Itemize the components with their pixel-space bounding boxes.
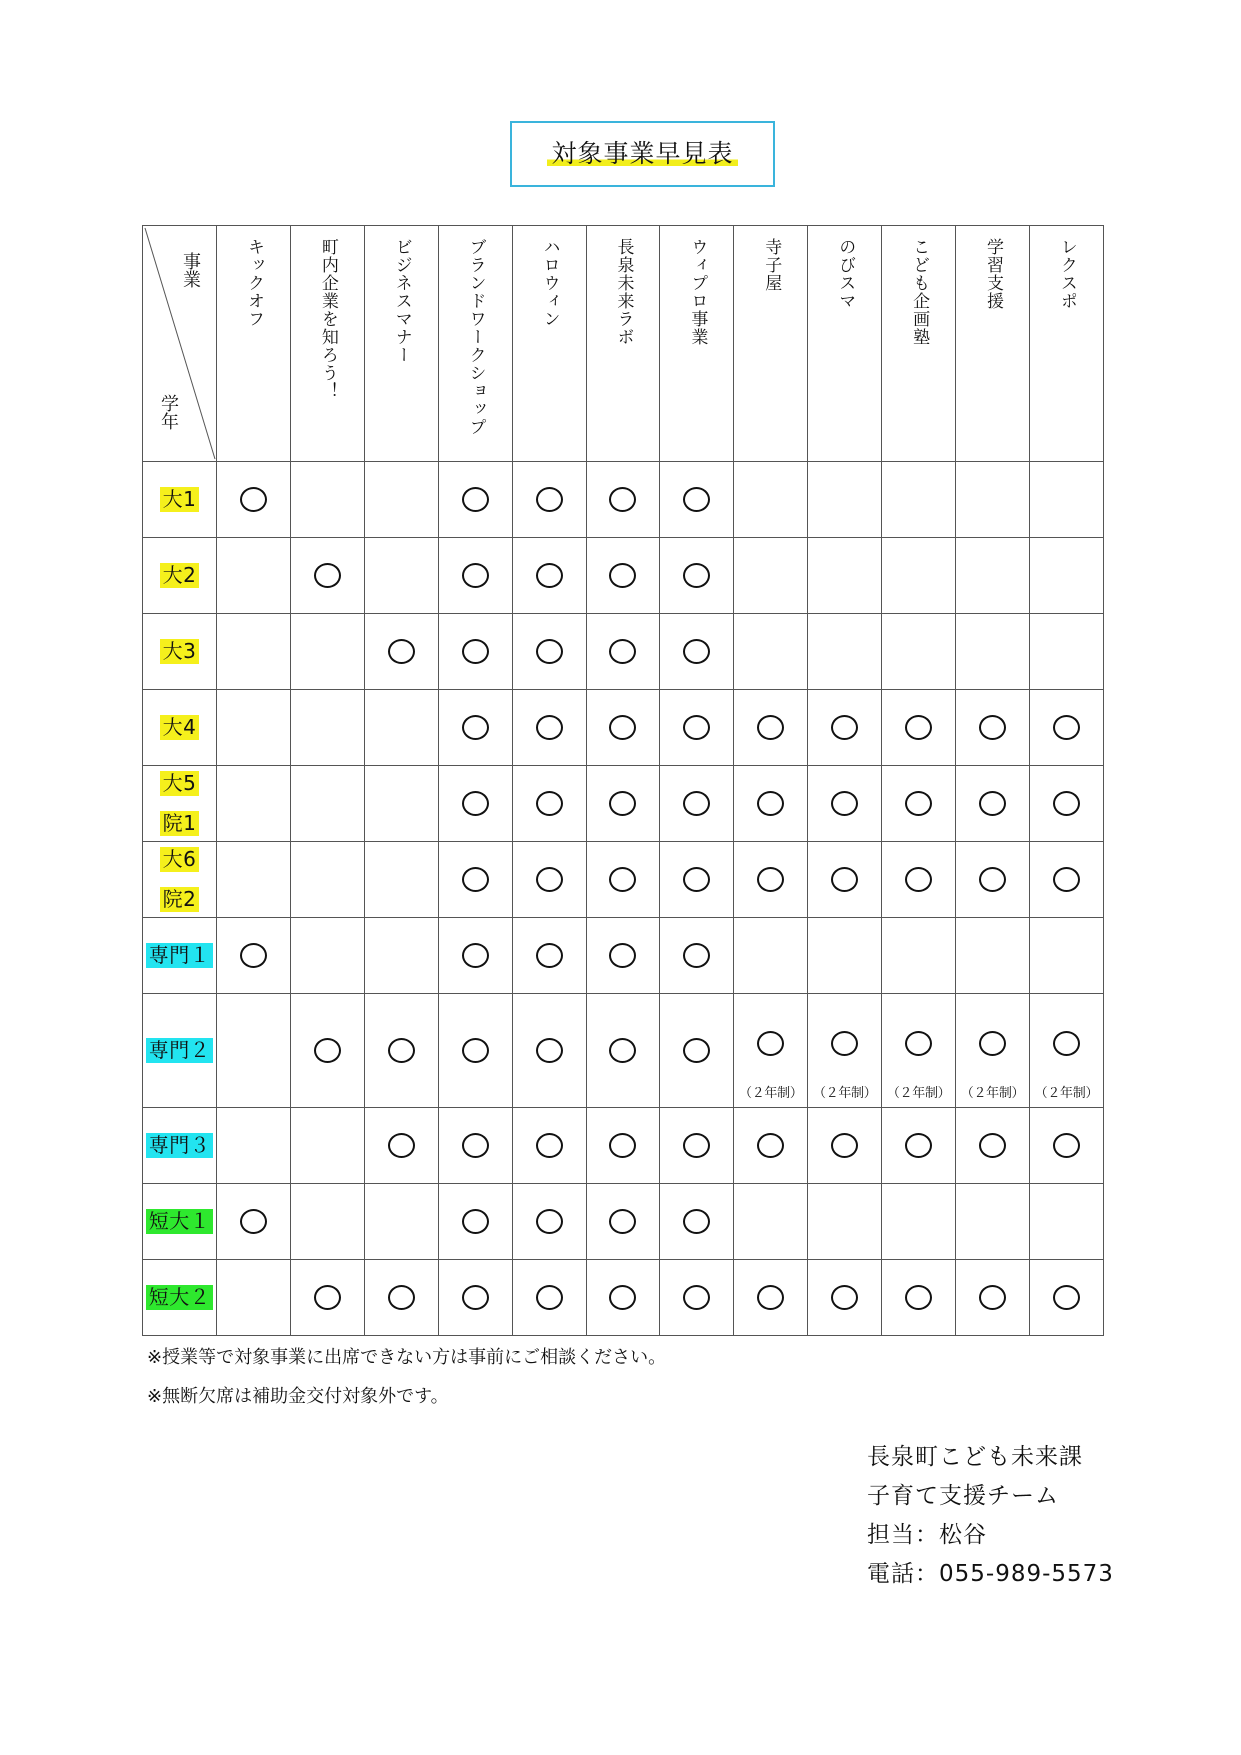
mark-cell <box>217 614 291 690</box>
program-label: 寺子屋 <box>761 238 782 292</box>
eligible-mark <box>609 1209 636 1234</box>
mark-cell <box>734 842 808 918</box>
mark-cell <box>882 994 956 1108</box>
mark-cell <box>1029 918 1103 994</box>
title-box <box>510 121 775 187</box>
mark-cell <box>290 1260 364 1336</box>
mark-cell <box>882 614 956 690</box>
table-row <box>143 1108 1104 1184</box>
mark-cell <box>364 994 438 1108</box>
eligible-mark <box>462 639 489 664</box>
program-header <box>660 226 734 462</box>
mark-cell <box>512 614 586 690</box>
grade-label: 大3 <box>160 639 200 664</box>
mark-cell <box>1029 842 1103 918</box>
eligible-mark <box>683 563 710 588</box>
mark-cell <box>1029 462 1103 538</box>
eligible-mark <box>683 1133 710 1158</box>
eligible-mark <box>905 715 932 740</box>
mark-cell <box>512 842 586 918</box>
mark-cell <box>956 842 1030 918</box>
eligible-mark <box>314 563 341 588</box>
mark-cell <box>882 1108 956 1184</box>
mark-cell <box>808 1260 882 1336</box>
eligible-mark <box>757 1031 784 1056</box>
mark-cell <box>217 766 291 842</box>
eligible-mark <box>905 867 932 892</box>
mark-cell <box>660 614 734 690</box>
mark-cell <box>882 842 956 918</box>
mark-cell <box>956 1108 1030 1184</box>
program-header <box>438 226 512 462</box>
mark-cell <box>586 766 660 842</box>
mark-cell <box>512 1260 586 1336</box>
eligible-mark <box>462 487 489 512</box>
eligible-mark <box>240 943 267 968</box>
mark-cell <box>364 614 438 690</box>
mark-cell <box>290 1184 364 1260</box>
mark-cell <box>364 918 438 994</box>
mark-cell <box>1029 994 1103 1108</box>
table-row <box>143 842 1104 918</box>
mark-cell <box>586 918 660 994</box>
eligible-mark <box>979 1031 1006 1056</box>
mark-cell <box>956 690 1030 766</box>
mark-cell <box>882 1184 956 1260</box>
mark-cell <box>660 1260 734 1336</box>
eligible-mark <box>609 1133 636 1158</box>
mark-cell <box>882 918 956 994</box>
mark-cell <box>660 1184 734 1260</box>
program-label: ブランドワークショップ <box>465 238 486 436</box>
table-row <box>143 1260 1104 1336</box>
mark-cell <box>364 842 438 918</box>
mark-cell <box>734 614 808 690</box>
mark-cell <box>512 1184 586 1260</box>
contact-department: 長泉町こども未来課 <box>867 1444 1083 1470</box>
eligible-mark <box>757 715 784 740</box>
eligible-mark <box>683 943 710 968</box>
mark-cell <box>512 918 586 994</box>
mark-cell <box>808 462 882 538</box>
mark-cell <box>512 462 586 538</box>
grade-cell <box>143 614 217 690</box>
mark-cell <box>734 1108 808 1184</box>
mark-cell <box>290 766 364 842</box>
eligible-mark <box>757 1285 784 1310</box>
mark-cell <box>1029 690 1103 766</box>
eligible-mark <box>536 791 563 816</box>
mark-cell <box>364 1108 438 1184</box>
mark-cell <box>364 1184 438 1260</box>
eligible-mark <box>462 1038 489 1063</box>
mark-cell <box>438 690 512 766</box>
mark-cell <box>808 614 882 690</box>
program-label: 学習支援 <box>983 238 1004 310</box>
mark-cell <box>1029 1184 1103 1260</box>
eligible-mark <box>905 1031 932 1056</box>
mark-cell <box>586 614 660 690</box>
grade-cell <box>143 690 217 766</box>
table-row <box>143 614 1104 690</box>
eligible-mark <box>609 1285 636 1310</box>
eligible-mark <box>388 1133 415 1158</box>
mark-cell <box>956 614 1030 690</box>
mark-cell <box>364 1260 438 1336</box>
eligible-mark <box>536 1038 563 1063</box>
mark-cell <box>956 994 1030 1108</box>
mark-cell <box>956 538 1030 614</box>
grade-cell <box>143 1108 217 1184</box>
program-header <box>364 226 438 462</box>
mark-cell <box>586 538 660 614</box>
mark-cell <box>217 538 291 614</box>
eligible-mark <box>831 1285 858 1310</box>
contact-block <box>867 1438 1114 1594</box>
mark-cell <box>734 690 808 766</box>
mark-cell <box>808 766 882 842</box>
mark-cell <box>808 994 882 1108</box>
mark-cell <box>734 538 808 614</box>
grade-label: 院2 <box>160 887 200 912</box>
mark-cell <box>586 1184 660 1260</box>
grade-label: 専門１ <box>146 943 214 968</box>
eligible-mark <box>609 639 636 664</box>
eligible-mark <box>609 487 636 512</box>
two-year-note: （２年制） <box>1034 1085 1099 1101</box>
eligible-mark <box>536 943 563 968</box>
page-title: 対象事業早見表 <box>547 140 737 168</box>
eligible-mark <box>683 715 710 740</box>
eligible-mark <box>536 1133 563 1158</box>
eligible-mark <box>388 1038 415 1063</box>
eligible-mark <box>831 1133 858 1158</box>
table-row <box>143 918 1104 994</box>
mark-cell <box>660 994 734 1108</box>
mark-cell <box>217 690 291 766</box>
program-label: ウィプロ事業 <box>687 238 708 346</box>
mark-cell <box>956 766 1030 842</box>
mark-cell <box>808 1184 882 1260</box>
grade-cell <box>143 766 217 842</box>
eligible-mark <box>536 1209 563 1234</box>
program-table <box>142 225 1104 1336</box>
eligible-mark <box>1053 1133 1080 1158</box>
mark-cell <box>512 994 586 1108</box>
corner-label-grade: 学年 <box>158 394 179 430</box>
grade-label: 専門２ <box>146 1038 214 1063</box>
eligible-mark <box>757 1133 784 1158</box>
eligible-mark <box>757 791 784 816</box>
grade-label: 大4 <box>160 715 200 740</box>
two-year-note: （２年制） <box>960 1085 1025 1101</box>
mark-cell <box>1029 1108 1103 1184</box>
eligible-mark <box>757 867 784 892</box>
mark-cell <box>290 462 364 538</box>
mark-cell <box>438 766 512 842</box>
grade-cell <box>143 842 217 918</box>
eligible-mark <box>979 867 1006 892</box>
eligible-mark <box>609 563 636 588</box>
program-label: 長泉未来ラボ <box>613 238 634 346</box>
grade-label: 短大１ <box>146 1209 214 1234</box>
eligible-mark <box>536 487 563 512</box>
eligible-mark <box>388 639 415 664</box>
grade-cell <box>143 1260 217 1336</box>
mark-cell <box>290 994 364 1108</box>
eligible-mark <box>1053 867 1080 892</box>
grade-label: 専門３ <box>146 1133 214 1158</box>
program-label: キックオフ <box>243 238 264 328</box>
eligible-mark <box>683 487 710 512</box>
eligible-mark <box>536 563 563 588</box>
mark-cell <box>1029 538 1103 614</box>
contact-phone: 電話：055-989-5573 <box>867 1561 1114 1587</box>
mark-cell <box>438 1184 512 1260</box>
mark-cell <box>734 918 808 994</box>
eligible-mark <box>979 1285 1006 1310</box>
mark-cell <box>1029 766 1103 842</box>
grade-label: 短大２ <box>146 1285 214 1310</box>
program-header <box>882 226 956 462</box>
mark-cell <box>364 538 438 614</box>
mark-cell <box>364 462 438 538</box>
eligible-mark <box>462 1209 489 1234</box>
mark-cell <box>734 1184 808 1260</box>
contact-person: 担当：松谷 <box>867 1522 987 1548</box>
mark-cell <box>586 994 660 1108</box>
mark-cell <box>882 1260 956 1336</box>
mark-cell <box>512 1108 586 1184</box>
mark-cell <box>660 766 734 842</box>
mark-cell <box>512 766 586 842</box>
header-row <box>143 226 1104 462</box>
eligible-mark <box>462 943 489 968</box>
mark-cell <box>217 918 291 994</box>
table-row <box>143 1184 1104 1260</box>
eligible-mark <box>462 563 489 588</box>
mark-cell <box>438 538 512 614</box>
mark-cell <box>882 462 956 538</box>
grade-label: 大5 <box>160 771 200 796</box>
mark-cell <box>1029 614 1103 690</box>
mark-cell <box>882 690 956 766</box>
contact-team: 子育て支援チーム <box>867 1483 1059 1509</box>
mark-cell <box>882 538 956 614</box>
mark-cell <box>808 538 882 614</box>
eligible-mark <box>536 867 563 892</box>
eligible-mark <box>979 1133 1006 1158</box>
program-header <box>290 226 364 462</box>
eligible-mark <box>831 867 858 892</box>
eligible-mark <box>905 791 932 816</box>
program-header <box>734 226 808 462</box>
mark-cell <box>734 462 808 538</box>
mark-cell <box>217 842 291 918</box>
mark-cell <box>956 918 1030 994</box>
mark-cell <box>217 1184 291 1260</box>
mark-cell <box>290 918 364 994</box>
notes <box>147 1338 666 1416</box>
eligible-mark <box>979 791 1006 816</box>
mark-cell <box>586 1260 660 1336</box>
program-label: ビジネスマナー <box>391 238 412 364</box>
grade-label: 大6 <box>160 847 200 872</box>
table-row <box>143 766 1104 842</box>
mark-cell <box>364 766 438 842</box>
eligible-mark <box>1053 1031 1080 1056</box>
eligible-mark <box>536 639 563 664</box>
two-year-note: （２年制） <box>739 1085 803 1101</box>
eligible-mark <box>683 639 710 664</box>
mark-cell <box>586 690 660 766</box>
eligible-mark <box>536 1285 563 1310</box>
mark-cell <box>438 842 512 918</box>
note-1: ※授業等で対象事業に出席できない方は事前にご相談ください。 <box>147 1347 667 1368</box>
eligible-mark <box>609 791 636 816</box>
mark-cell <box>512 538 586 614</box>
table-row <box>143 462 1104 538</box>
corner-label-program: 事業 <box>180 252 201 288</box>
mark-cell <box>660 462 734 538</box>
eligible-mark <box>240 1209 267 1234</box>
grade-cell <box>143 462 217 538</box>
program-header <box>586 226 660 462</box>
grade-label: 大1 <box>160 487 200 512</box>
eligible-mark <box>683 1038 710 1063</box>
mark-cell <box>586 462 660 538</box>
program-label: レクスポ <box>1056 238 1077 310</box>
mark-cell <box>438 918 512 994</box>
table-row <box>143 690 1104 766</box>
program-header <box>1029 226 1103 462</box>
eligible-mark <box>1053 791 1080 816</box>
eligible-mark <box>1053 715 1080 740</box>
two-year-note: （２年制） <box>886 1085 951 1101</box>
eligible-mark <box>609 1038 636 1063</box>
eligible-mark <box>683 791 710 816</box>
note-2: ※無断欠席は補助金交付対象外です。 <box>147 1386 449 1407</box>
mark-cell <box>438 994 512 1108</box>
mark-cell <box>217 1260 291 1336</box>
grade-label: 院1 <box>160 811 200 836</box>
mark-cell <box>217 462 291 538</box>
eligible-mark <box>314 1285 341 1310</box>
eligible-mark <box>462 715 489 740</box>
eligible-mark <box>462 1133 489 1158</box>
eligible-mark <box>979 715 1006 740</box>
mark-cell <box>438 462 512 538</box>
eligible-mark <box>609 943 636 968</box>
mark-cell <box>734 766 808 842</box>
two-year-note: （２年制） <box>812 1085 877 1101</box>
eligible-mark <box>609 867 636 892</box>
corner-cell <box>143 226 217 462</box>
eligible-mark <box>683 1209 710 1234</box>
mark-cell <box>956 1184 1030 1260</box>
mark-cell <box>956 462 1030 538</box>
eligible-mark <box>683 1285 710 1310</box>
mark-cell <box>290 538 364 614</box>
table-row <box>143 994 1104 1108</box>
mark-cell <box>660 690 734 766</box>
eligible-mark <box>831 715 858 740</box>
program-label: 町内企業を知ろう！ <box>317 238 338 400</box>
table-row <box>143 538 1104 614</box>
mark-cell <box>290 842 364 918</box>
mark-cell <box>660 538 734 614</box>
eligible-mark <box>388 1285 415 1310</box>
mark-cell <box>808 918 882 994</box>
grade-cell <box>143 994 217 1108</box>
eligible-mark <box>831 791 858 816</box>
eligible-mark <box>831 1031 858 1056</box>
mark-cell <box>438 1260 512 1336</box>
mark-cell <box>290 1108 364 1184</box>
program-label: こども企画塾 <box>909 238 930 346</box>
eligible-mark <box>683 867 710 892</box>
eligible-mark <box>462 791 489 816</box>
grade-cell <box>143 538 217 614</box>
program-header <box>217 226 291 462</box>
program-header <box>808 226 882 462</box>
program-label: ハロウィン <box>539 238 560 328</box>
mark-cell <box>364 690 438 766</box>
eligible-mark <box>240 487 267 512</box>
mark-cell <box>808 690 882 766</box>
eligible-mark <box>462 867 489 892</box>
eligible-mark <box>1053 1285 1080 1310</box>
grade-cell <box>143 918 217 994</box>
eligible-mark <box>905 1285 932 1310</box>
mark-cell <box>808 842 882 918</box>
eligible-mark <box>609 715 636 740</box>
mark-cell <box>734 1260 808 1336</box>
mark-cell <box>956 1260 1030 1336</box>
program-label: のびスマ <box>835 238 856 310</box>
mark-cell <box>660 918 734 994</box>
mark-cell <box>512 690 586 766</box>
mark-cell <box>217 994 291 1108</box>
grade-cell <box>143 1184 217 1260</box>
program-header <box>956 226 1030 462</box>
mark-cell <box>586 1108 660 1184</box>
eligible-mark <box>905 1133 932 1158</box>
mark-cell <box>217 1108 291 1184</box>
mark-cell <box>290 614 364 690</box>
eligible-mark <box>462 1285 489 1310</box>
eligible-mark <box>314 1038 341 1063</box>
mark-cell <box>660 1108 734 1184</box>
program-header <box>512 226 586 462</box>
mark-cell <box>660 842 734 918</box>
mark-cell <box>1029 1260 1103 1336</box>
mark-cell <box>438 614 512 690</box>
mark-cell <box>290 690 364 766</box>
mark-cell <box>808 1108 882 1184</box>
eligible-mark <box>536 715 563 740</box>
mark-cell <box>734 994 808 1108</box>
mark-cell <box>882 766 956 842</box>
mark-cell <box>438 1108 512 1184</box>
grade-label: 大2 <box>160 563 200 588</box>
mark-cell <box>586 842 660 918</box>
